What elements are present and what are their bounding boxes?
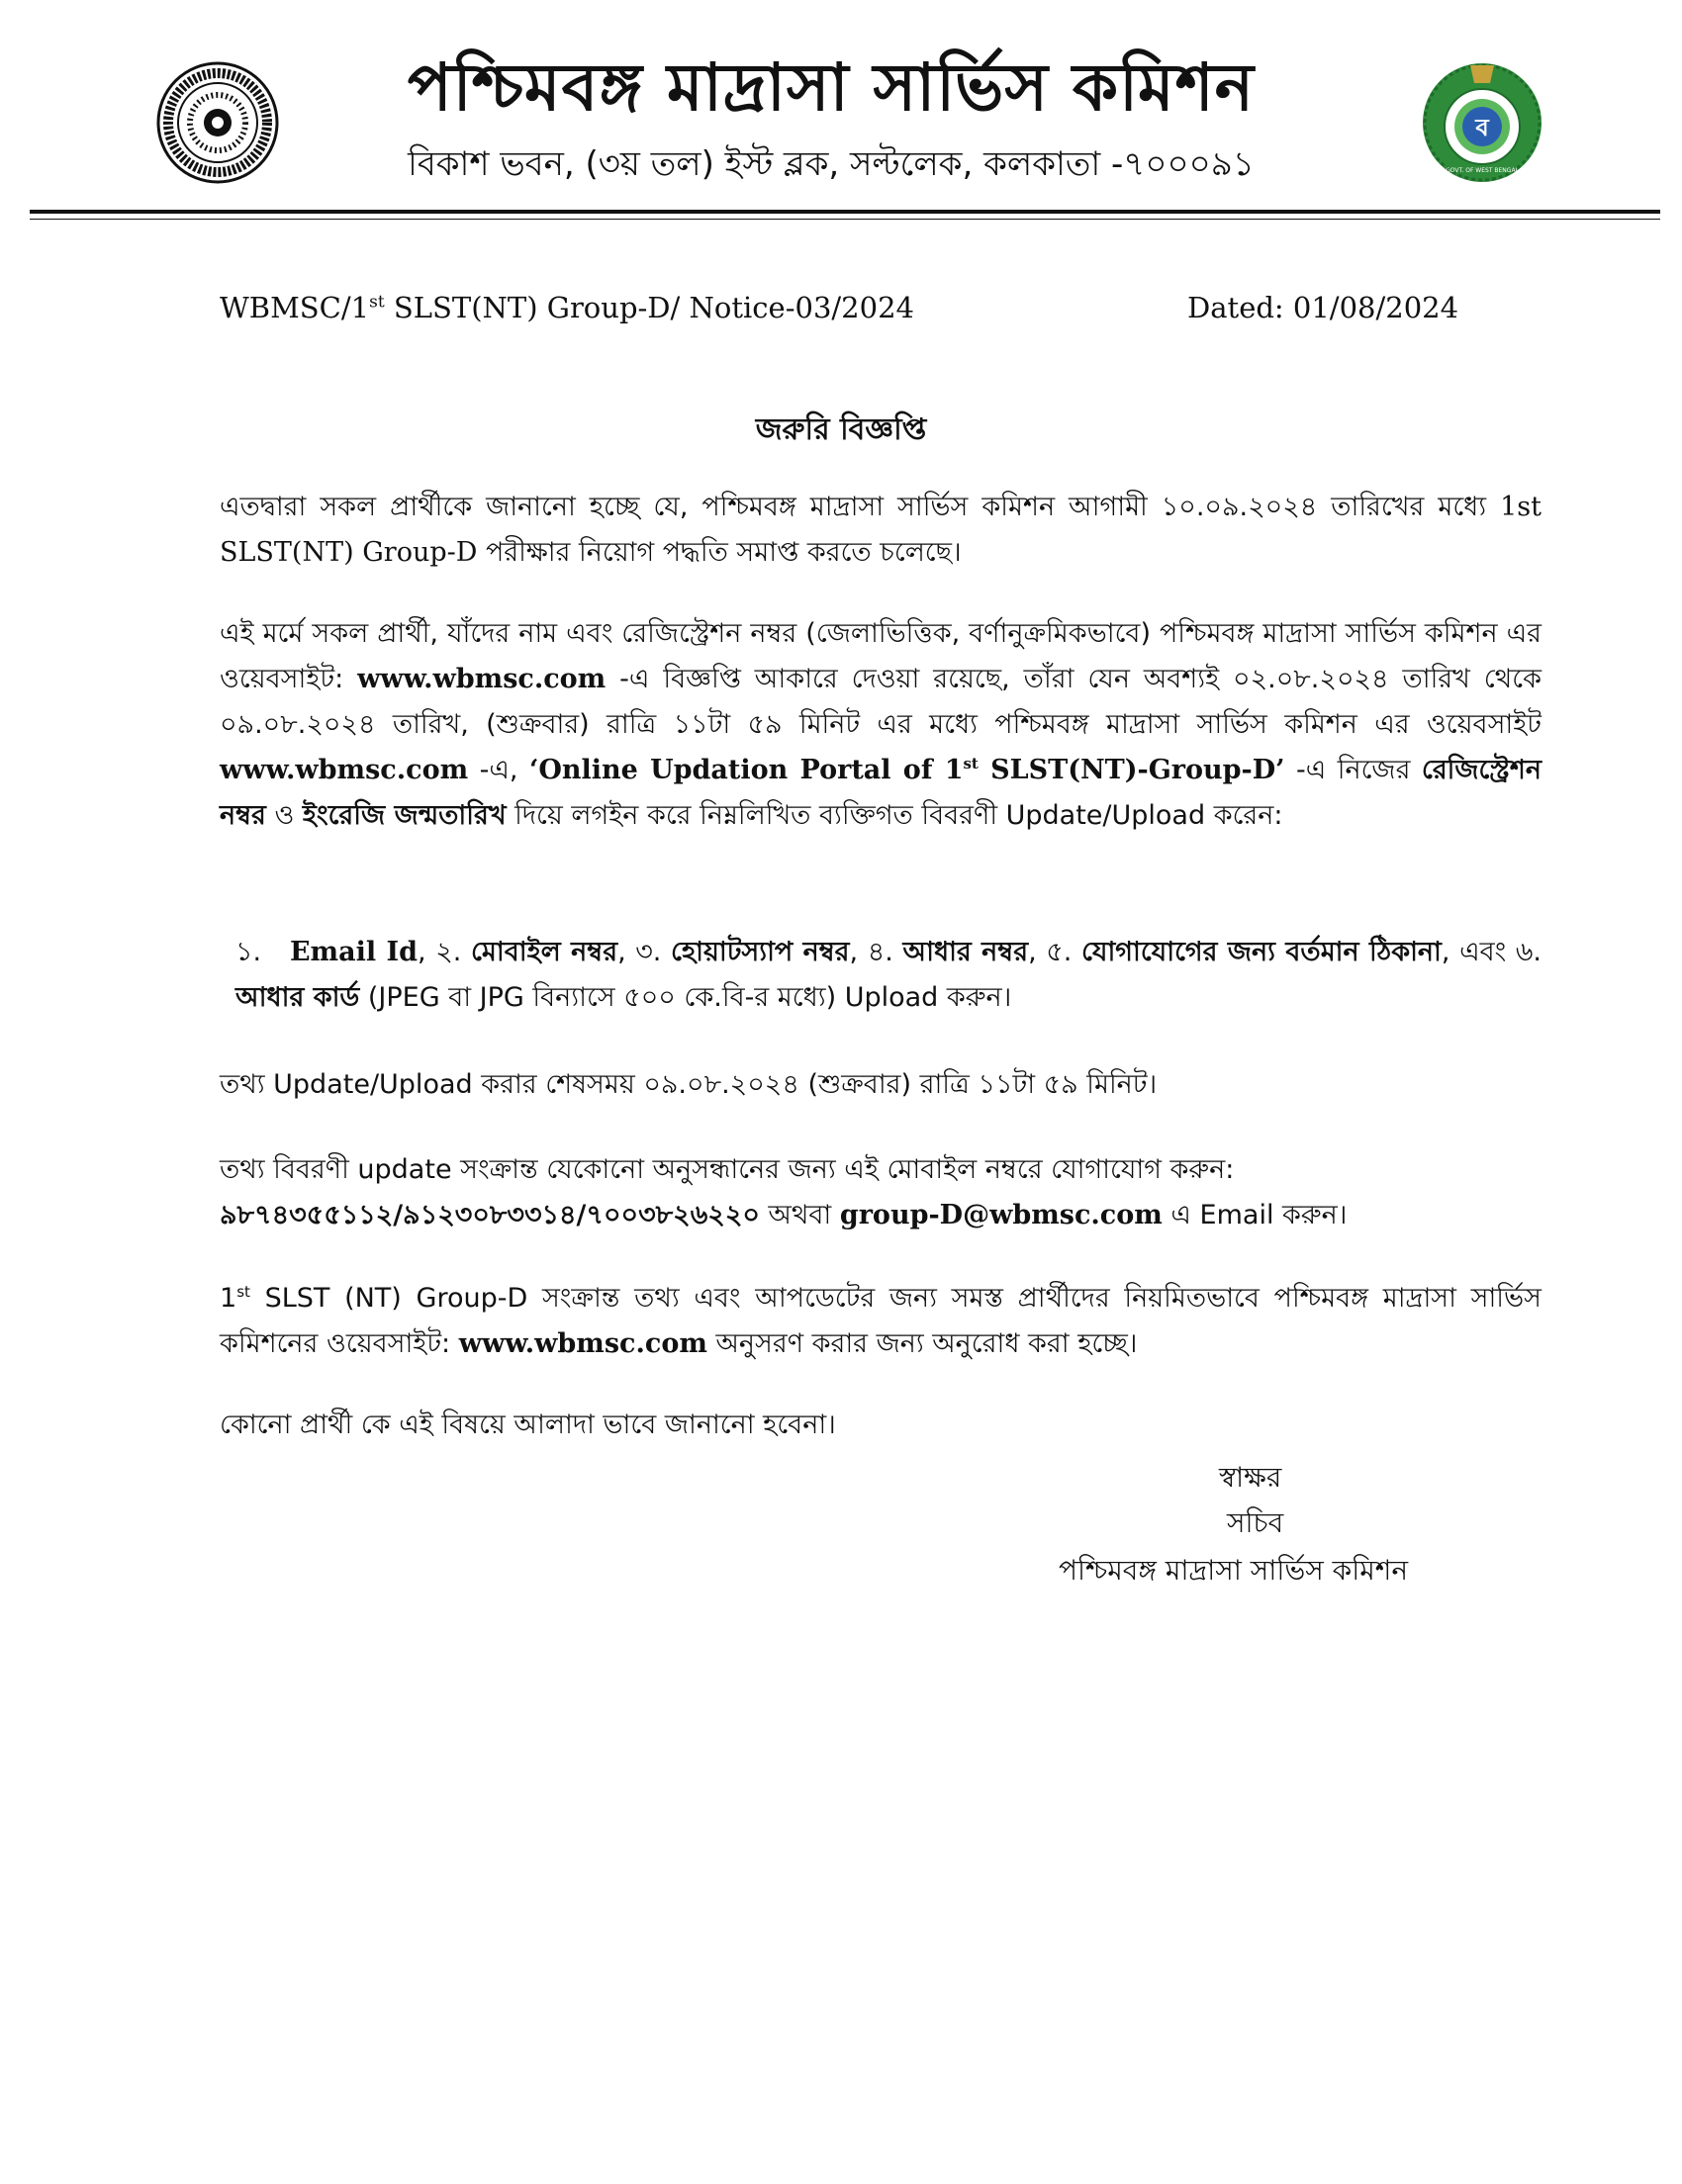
- list-item-mobile: মোবাইল নম্বর: [470, 937, 618, 967]
- list-sep-1: , ২.: [418, 937, 471, 967]
- p2-text-f: দিয়ে লগইন করে নিম্নলিখিত ব্যক্তিগত বিবরণী Update/Upload করেন:: [506, 800, 1283, 831]
- p5-text-a: SLST (NT) Group-D সংক্রান্ত তথ্য এবং আপডেটের জন্য সমস্ত প্রার্থীদের নিয়মিতভাবে পশ্চিমবঙ্গ মাদ্রাসা সার্ভিস কমিশনের ওয়েবসাইট:: [220, 1283, 1542, 1359]
- list-item-email: Email Id: [289, 937, 419, 967]
- list-number-1: ১.: [235, 937, 262, 967]
- list-item-address: যোগাযোগের জন্য বর্তমান ঠিকানা: [1080, 937, 1442, 967]
- paragraph-2: [220, 611, 1542, 839]
- website-link-3[interactable]: www.wbmsc.com: [458, 1328, 707, 1359]
- paragraph-contact: [220, 1147, 1542, 1238]
- p2-text-b: -এ বিজ্ঞপ্তি আকারে দেওয়া রয়েছে, তাঁরা যেন অবশ্যই ০২.০৮.২০২৪ তারিখ থেকে ০৯.০৮.২০২৪ তারিখ, (শুক্রবার) রাত্রি ১১টা ৫৯ মিনিট এর মধ্যে পশ্চিমবঙ্গ মাদ্রাসা সার্ভিস কমিশন এর ওয়েবসাইট: [220, 664, 1542, 740]
- website-link-1[interactable]: www.wbmsc.com: [357, 664, 607, 694]
- p4-text-c: এ Email করুন।: [1162, 1200, 1348, 1230]
- list-sep-3: , ৪.: [849, 937, 903, 967]
- p5-num: 1: [220, 1283, 237, 1314]
- govt-wb-emblem-logo: [1421, 61, 1543, 184]
- update-items-list: [235, 930, 1542, 1021]
- list-sep-2: , ৩.: [617, 937, 671, 967]
- list-item-aadhaar-card: আধার কার্ড: [235, 982, 360, 1013]
- p4-text-b: অথবা: [759, 1200, 840, 1230]
- paragraph-deadline: তথ্য Update/Upload করার শেষসময় ০৯.০৮.২০২৪ (শুক্রবার) রাত্রি ১১টা ৫৯ মিনিট।: [220, 1069, 1158, 1100]
- p2-text-c: -এ,: [468, 755, 529, 785]
- helpline-numbers: ৯৮৭৪৩৫৫১১২/৯১২৩০৮৩৩১৪/৭০০৩৮২৬২২০: [220, 1200, 760, 1230]
- p5-text-b: অনুসরণ করার জন্য অনুরোধ করা হচ্ছে।: [706, 1328, 1138, 1359]
- paragraph-website: [220, 1276, 1542, 1367]
- org-title: পশ্চিমবঙ্গ মাদ্রাসা সার্ভিস কমিশন: [407, 49, 1256, 126]
- p1-text-a: এতদ্বারা সকল প্রার্থীকে জানানো হচ্ছে যে, পশ্চিমবঙ্গ মাদ্রাসা সার্ভিস কমিশন আগামী ১০.০৯.২০২৪ তারিখের মধ্যে: [220, 492, 1501, 522]
- portal-name: [529, 755, 1285, 785]
- emblem-caption: GOVT. OF WEST BENGAL: [1446, 167, 1519, 174]
- list-item-whatsapp: হোয়াটস্যাপ নম্বর: [671, 937, 850, 967]
- signature-designation: সচিব: [1227, 1506, 1284, 1539]
- list-item-aadhaar-number: আধার নম্বর: [902, 937, 1029, 967]
- p2-text-d: -এ নিজের: [1284, 755, 1422, 785]
- website-link-2[interactable]: www.wbmsc.com: [220, 755, 469, 785]
- org-address: বিকাশ ভবন, (৩য় তল) ইস্ট ব্লক, সল্টলেক, কলকাতা -৭০০০৯১: [408, 144, 1255, 184]
- registration-number-label: রেজিস্ট্রেশন নম্বর: [220, 755, 1542, 831]
- emblem-letter: ব: [1475, 114, 1489, 141]
- dob-label: ইংরেজি জন্মতারিখ: [302, 800, 507, 831]
- contact-email-link[interactable]: group-D@wbmsc.com: [839, 1200, 1163, 1230]
- p1-text-b: পরীক্ষার নিয়োগ পদ্ধতি সমাপ্ত করতে চলেছে।: [477, 537, 962, 568]
- p2-text-e: ও: [265, 800, 303, 831]
- portal-name-b: SLST(NT)-Group-D’: [978, 755, 1285, 785]
- letterhead-divider-thin: [30, 219, 1660, 220]
- list-sep-4: , ৫.: [1028, 937, 1081, 967]
- notice-reference: [220, 291, 914, 324]
- portal-name-a: ‘Online Updation Portal of 1: [528, 755, 964, 785]
- signature-signed: স্বাক্ষর: [1219, 1461, 1282, 1494]
- p2-text-a: এই মর্মে সকল প্রার্থী, যাঁদের নাম এবং রেজিস্ট্রেশন নম্বর (জেলাভিত্তিক, বর্ণানুক্রমিকভাবে) পশ্চিমবঙ্গ মাদ্রাসা সার্ভিস কমিশন এর ওয়েবসাইট:: [220, 618, 1542, 694]
- list-sep-5: , এবং ৬.: [1441, 937, 1542, 967]
- ref-prefix: WBMSC/1: [220, 291, 370, 324]
- paragraph-1: [220, 485, 1542, 576]
- paragraph-closing: কোনো প্রার্থী কে এই বিষয়ে আলাদা ভাবে জানানো হবেনা।: [220, 1410, 836, 1440]
- p4-text-a: তথ্য বিবরণী update সংক্রান্ত যেকোনো অনুসন্ধানের জন্য এই মোবাইল নম্বরে যোগাযোগ করুন:: [220, 1154, 1235, 1185]
- ref-suffix: SLST(NT) Group-D/ Notice-03/2024: [384, 291, 914, 324]
- p5-sup: st: [236, 1283, 250, 1301]
- signature-organisation: পশ্চিমবঙ্গ মাদ্রাসা সার্ভিস কমিশন: [1059, 1554, 1409, 1587]
- notice-date: Dated: 01/08/2024: [1187, 291, 1459, 324]
- p1-exam-name: 1st SLST(NT) Group-D: [220, 492, 1542, 568]
- notice-heading: জরুরি বিজ্ঞপ্তি: [755, 412, 927, 447]
- portal-name-sup: st: [963, 755, 979, 773]
- ref-sup: st: [369, 292, 385, 313]
- commission-seal-logo: [156, 61, 279, 184]
- list-sep-6: (JPEG বা JPG বিন্যাসে ৫০০ কে.বি-র মধ্যে) Upload করুন।: [359, 982, 1012, 1013]
- letterhead-divider: [30, 210, 1660, 214]
